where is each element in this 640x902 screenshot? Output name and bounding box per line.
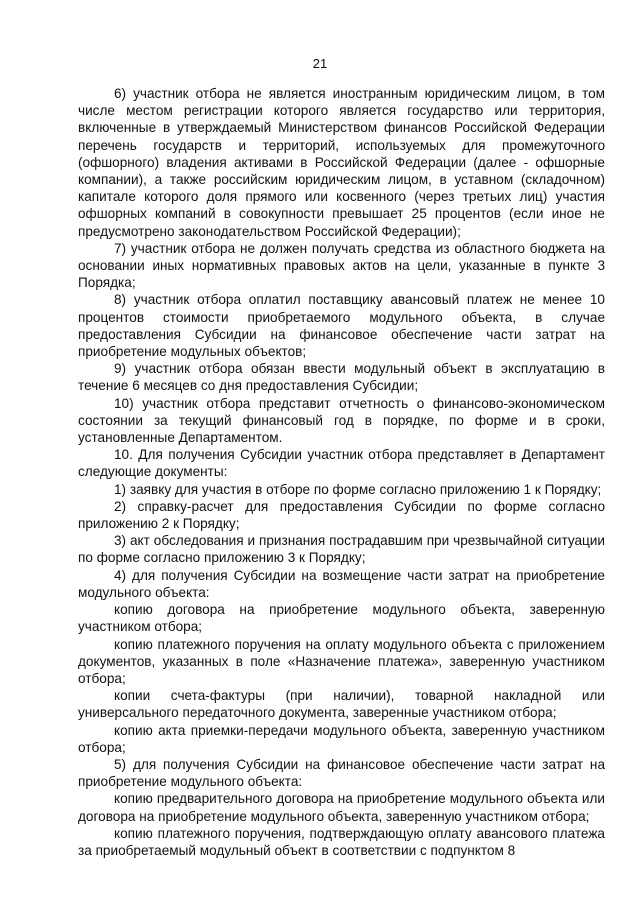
page-number: 21 bbox=[312, 56, 328, 71]
section-10-documents-heading: 10. Для получения Субсидии участник отбора представляет в Департамент следующие документы: bbox=[78, 447, 605, 480]
document-item-4-payment-order: копию платежного поручения на оплату модульного объекта с приложением документов, указанных в поле «Назначение платежа», заверенную участником отбора; bbox=[78, 636, 605, 686]
document-item-3-inspection-act: 3) акт обследования и признания пострадавшим при чрезвычайной ситуации по форме согласно приложению 3 к Порядку; bbox=[78, 533, 605, 566]
paragraph-10-reporting: 10) участник отбора представит отчетность о финансово-экономическом состоянии за текущий финансовый год в порядке, по форме и в сроки, установленные Департаментом. bbox=[78, 395, 605, 446]
document-body bbox=[78, 85, 605, 859]
paragraph-6-offshore: 6) участник отбора не является иностранным юридическим лицом, в том числе местом регистрации которого является государство или территория, включенные в утверждаемый Министерством финансов Российской Федерации перечень государств и территорий, используемых для промежуточного (офшорного) владения активами в Российской Федерации (далее - офшорные компании), а также российским юридическим лицом, в уставном (складочном) капитале которого доля прямого или косвенного (через третьих лиц) участия офшорных компаний в совокупности превышает 25 процентов (если иное не предусмотрено законодательством Российской Федерации); bbox=[78, 86, 605, 239]
document-item-4-invoices: копии счета-фактуры (при наличии), товарной накладной или универсального передаточного документа, заверенные участником отбора; bbox=[78, 688, 605, 721]
document-item-2-calculation: 2) справку-расчет для предоставления Субсидии по форме согласно приложению 2 к Порядку; bbox=[78, 498, 605, 532]
paragraph-8-advance-payment: 8) участник отбора оплатил поставщику авансовый платеж не менее 10 процентов стоимости приобретаемого модульного объекта, в случае предоставления Субсидии на финансовое обеспечение части затрат на приобретение модульных объектов; bbox=[78, 292, 605, 360]
document-item-5-advance-payment-order: копию платежного поручения, подтверждающую оплату авансового платежа за приобретаемый модульный объект в соответствии с подпунктом 8 bbox=[78, 825, 605, 858]
document-item-4-reimbursement: 4) для получения Субсидии на возмещение части затрат на приобретение модульного объекта: bbox=[78, 567, 605, 600]
paragraph-7-regional-budget: 7) участник отбора не должен получать средства из областного бюджета на основании иных нормативных правовых актов на цели, указанные в пункте 3 Порядка; bbox=[78, 240, 605, 291]
document-item-5-financing: 5) для получения Субсидии на финансовое обеспечение части затрат на приобретение модульного объекта: bbox=[78, 756, 605, 790]
document-item-1-application: 1) заявку для участия в отборе по форме согласно приложению 1 к Порядку; bbox=[114, 481, 602, 497]
document-item-4-contract-copy: копию договора на приобретение модульного объекта, заверенную участником отбора; bbox=[78, 602, 605, 635]
document-item-5-preliminary-contract: копию предварительного договора на приобретение модульного объекта или договора на приобретение модульного объекта, заверенную участником отбора; bbox=[78, 791, 605, 824]
document-item-4-acceptance-act: копию акта приемки-передачи модульного объекта, заверенную участником отбора; bbox=[78, 722, 605, 755]
paragraph-9-commissioning: 9) участник отбора обязан ввести модульный объект в эксплуатацию в течение 6 месяцев со дня предоставления Субсидии; bbox=[78, 361, 605, 394]
